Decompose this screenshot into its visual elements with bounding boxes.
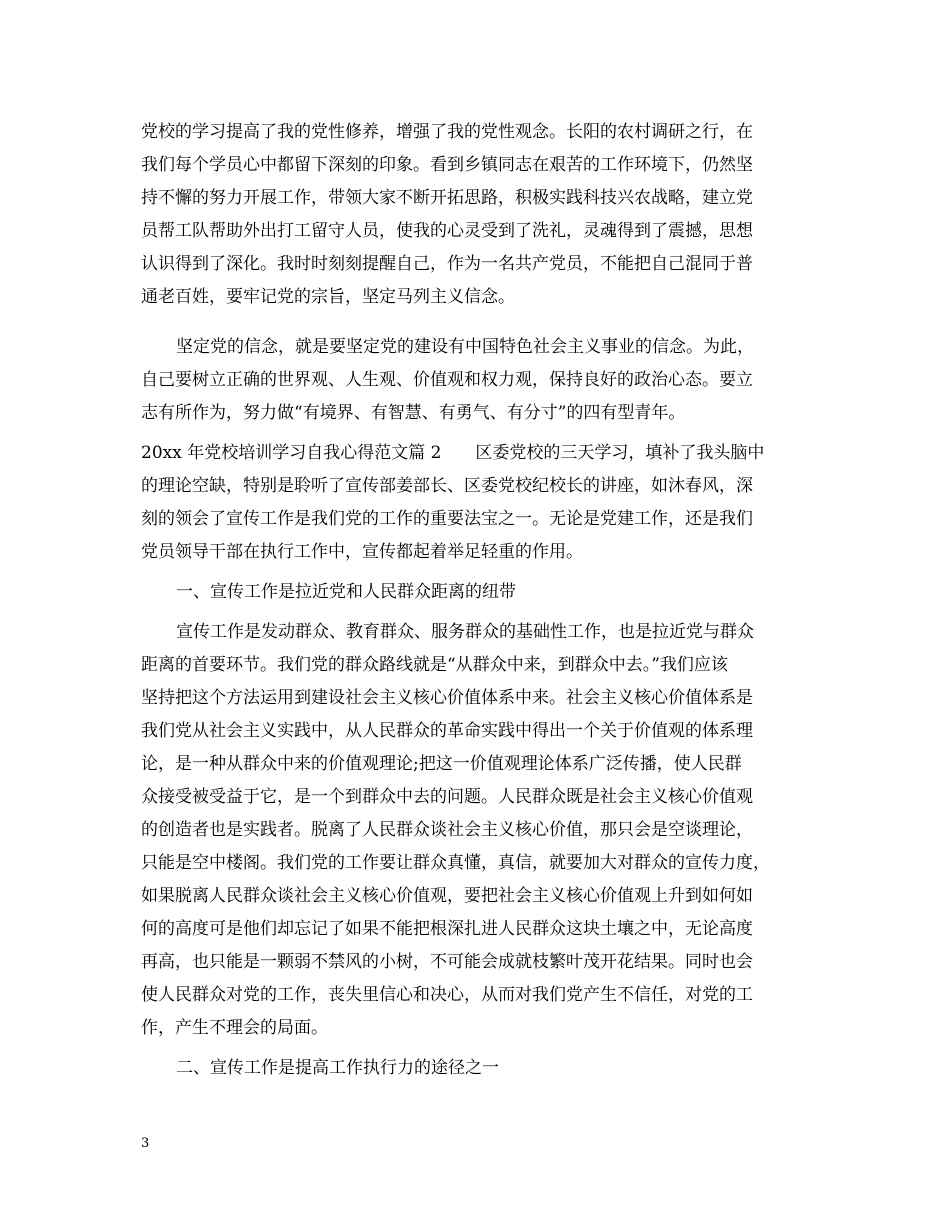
text-line: 距离的首要环节。我们党的群众路线就是“从群众中来，到群众中去。”我们应该 [141,655,728,675]
paragraph-start: 宣传工作是发动群众、教育群众、服务群众的基础性工作，也是拉近党与群众 [176,622,754,642]
text-line: 通老百姓，要牢记党的宗旨，坚定马列主义信念。 [141,287,515,307]
paragraph-start: 坚定党的信念，就是要坚定党的建设有中国特色社会主义事业的信念。为此， [176,337,754,357]
text-line: 员帮工队帮助外出打工留守人员，使我的心灵受到了洗礼，灵魂得到了震撼，思想 [141,221,753,241]
section-heading: 二、宣传工作是提高工作执行力的途径之一 [176,1058,499,1078]
text-line: 只能是空中楼阁。我们党的工作要让群众真懂，真信，就要加大对群众的宣传力度， [141,853,770,873]
section-heading: 一、宣传工作是拉近党和人民群众距离的纽带 [176,582,516,602]
text-line: 众接受被受益于它，是一个到群众中去的问题。人民群众既是社会主义核心价值观 [141,787,753,807]
text-line: 我们每个学员心中都留下深刻的印象。看到乡镇同志在艰苦的工作环境下，仍然坚 [141,155,753,175]
text-line: 认识得到了深化。我时时刻刻提醒自己，作为一名共产党员，不能把自己混同于普 [141,254,753,274]
text-line: 持不懈的努力开展工作，带领大家不断开拓思路，积极实践科技兴农战略，建立党 [141,188,753,208]
text-line: 何的高度可是他们却忘记了如果不能把根深扎进人民群众这块土壤之中，无论高度 [141,919,753,939]
text-line: 党员领导干部在执行工作中，宣传都起着举足轻重的作用。 [141,542,583,562]
text-line: 志有所作为，努力做“有境界、有智慧、有勇气、有分寸”的四有型青年。 [141,403,686,423]
text-line: 刻的领会了宣传工作是我们党的工作的重要法宝之一。无论是党建工作，还是我们 [141,509,753,529]
text-line: 的创造者也是实践者。脱离了人民群众谈社会主义核心价值，那只会是空谈理论， [141,820,753,840]
text-line: 论，是一种从群众中来的价值观理论;把这一价值观理论体系广泛传播，使人民群 [141,754,742,774]
page-number: 3 [141,1136,150,1151]
text-line: 再高，也只能是一颗弱不禁风的小树，不可能会成就枝繁叶茂开花结果。同时也会 [141,952,753,972]
article-title-line: 20xx 年党校培训学习自我心得范文篇 2 区委党校的三天学习，填补了我头脑中 [141,443,765,463]
text-line: 如果脱离人民群众谈社会主义核心价值观，要把社会主义核心价值观上升到如何如 [141,886,753,906]
text-line: 自己要树立正确的世界观、人生观、价值观和权力观，保持良好的政治心态。要立 [141,370,753,390]
text-line: 作，产生不理会的局面。 [141,1018,328,1038]
text-line: 我们党从社会主义实践中，从人民群众的革命实践中得出一个关于价值观的体系理 [141,721,753,741]
text-line: 党校的学习提高了我的党性修养，增强了我的党性观念。长阳的农村调研之行，在 [141,122,753,142]
text-line: 使人民群众对党的工作，丧失里信心和决心，从而对我们党产生不信任，对党的工 [141,985,753,1005]
text-line: 坚持把这个方法运用到建设社会主义核心价值体系中来。社会主义核心价值体系是 [141,688,753,708]
text-line: 的理论空缺，特别是聆听了宣传部姜部长、区委党校纪校长的讲座，如沐春风，深 [141,476,753,496]
